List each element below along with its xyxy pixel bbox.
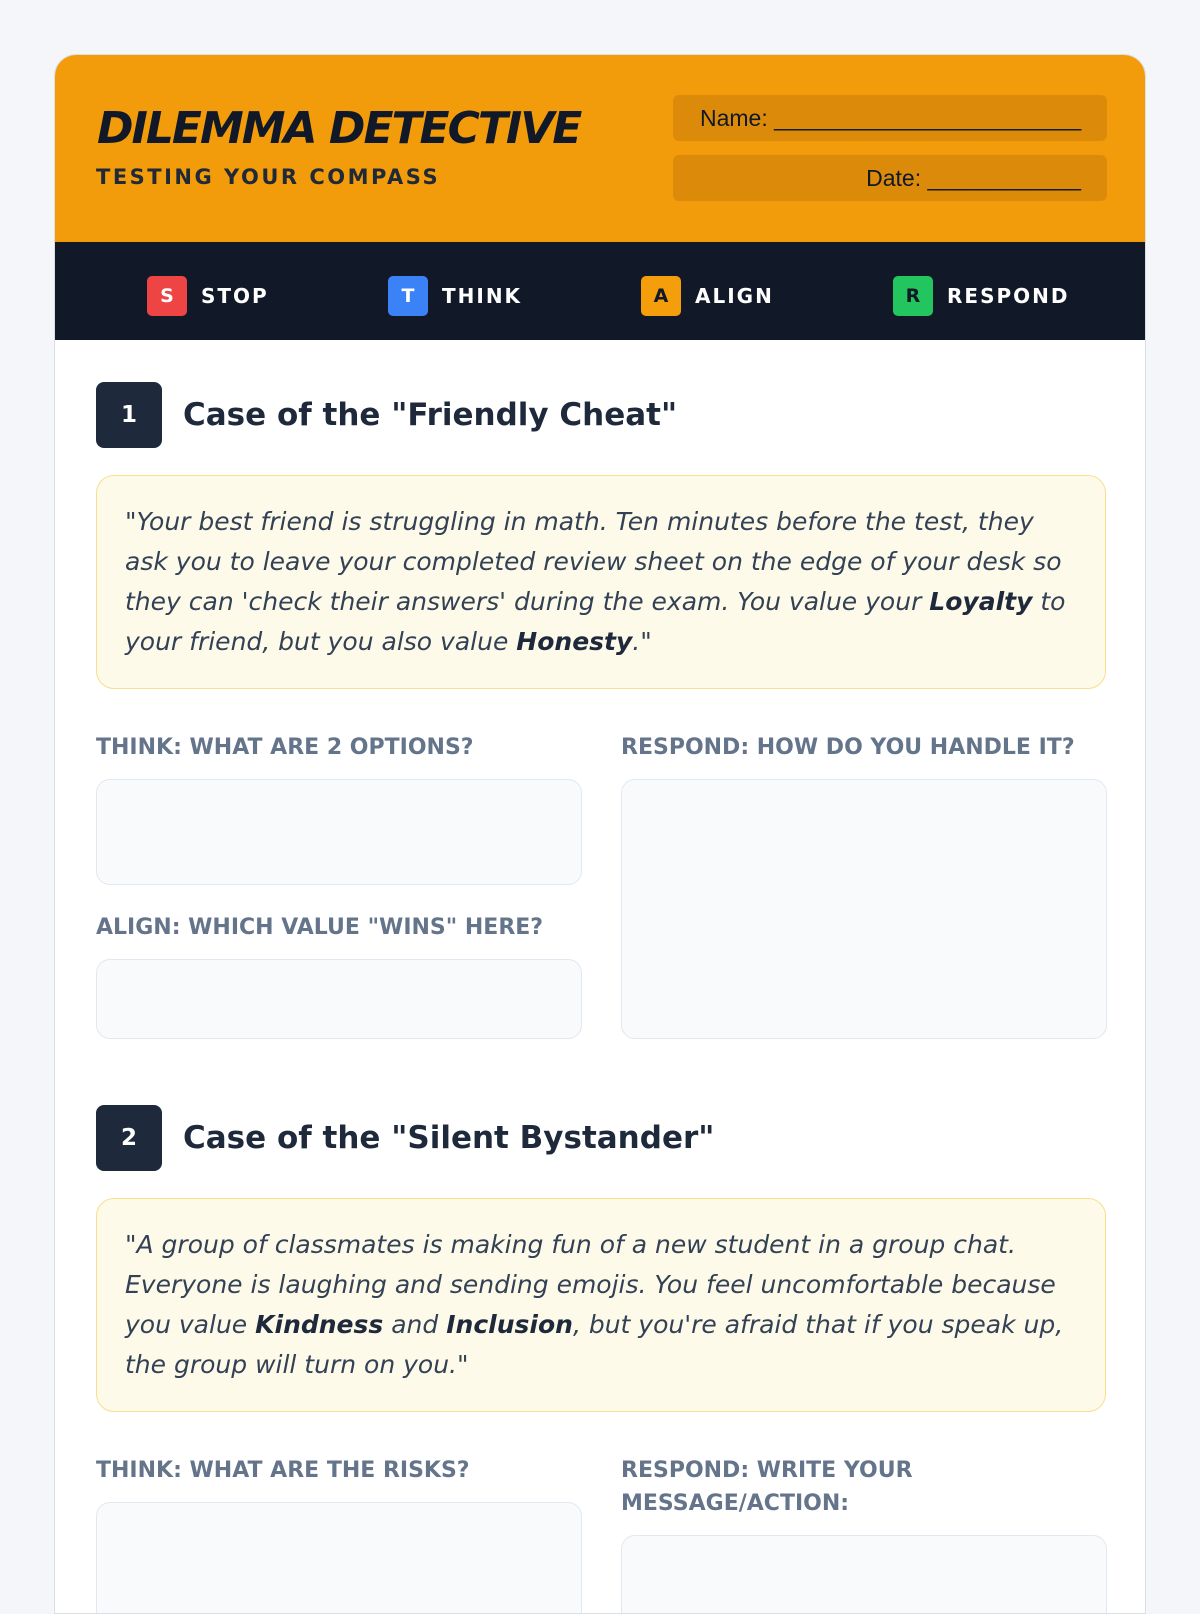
scenario-text: "A group of classmates is making fun of a new student in a group chat. Everyone is laughing and sending emojis. You feel uncomfortable because you value — [125, 1230, 1056, 1339]
scenario-text: , but you're afraid that if you speak up, the group will turn on you." — [125, 1310, 1064, 1379]
case-2-think-answer-box[interactable] — [96, 1502, 582, 1614]
scenario-text: to your friend, but you also value — [125, 587, 1066, 656]
case-1-number: 1 — [96, 382, 162, 448]
case-1-heading — [96, 382, 677, 448]
case-1-title: Case of the "Friendly Cheat" — [183, 397, 678, 433]
case-1-scenario — [96, 475, 1106, 689]
worksheet — [54, 54, 1146, 1614]
worksheet-subtitle: TESTING YOUR COMPASS — [96, 165, 441, 189]
case-2-think-label: THINK: WHAT ARE THE RISKS? — [96, 1458, 470, 1483]
case-1-think-answer-box[interactable] — [96, 779, 582, 885]
step-respond-label: RESPOND — [947, 284, 1070, 308]
case-1-respond-answer-box[interactable] — [621, 779, 1107, 1039]
worksheet-header — [55, 55, 1145, 242]
step-think-badge: T — [388, 276, 428, 316]
case-1-think-label: THINK: WHAT ARE 2 OPTIONS? — [96, 735, 474, 760]
name-field[interactable]: Name: ________________________ — [673, 95, 1107, 141]
case-2-scenario — [96, 1198, 1106, 1412]
worksheet-title: DILEMMA DETECTIVE — [97, 103, 581, 154]
step-stop — [147, 276, 269, 316]
step-align-badge: A — [641, 276, 681, 316]
step-align-label: ALIGN — [695, 284, 774, 308]
case-1-align-label: ALIGN: WHICH VALUE "WINS" HERE? — [96, 915, 544, 940]
value-kindness: Kindness — [255, 1310, 384, 1339]
value-inclusion: Inclusion — [446, 1310, 573, 1339]
value-honesty: Honesty — [516, 627, 633, 656]
start-steps-bar — [55, 242, 1145, 340]
case-1-align-answer-box[interactable] — [96, 959, 582, 1039]
step-stop-label: STOP — [201, 284, 269, 308]
scenario-text: "Your best friend is struggling in math. Ten minutes before the test, they ask you to leave your completed review sheet on the edge of your desk so they can 'check their answers' during the exam. You value your — [125, 507, 1062, 616]
step-think-label: THINK — [442, 284, 523, 308]
case-2-heading — [96, 1105, 714, 1171]
case-1-respond-label: RESPOND: HOW DO YOU HANDLE IT? — [621, 735, 1075, 760]
step-think — [388, 276, 522, 316]
step-respond — [893, 276, 1069, 316]
case-2-respond-answer-box[interactable] — [621, 1535, 1107, 1614]
case-2-title: Case of the "Silent Bystander" — [183, 1120, 715, 1156]
step-stop-badge: S — [147, 276, 187, 316]
scenario-text: and — [383, 1310, 447, 1339]
date-field[interactable]: Date: ____________ — [673, 155, 1107, 201]
case-2-number: 2 — [96, 1105, 162, 1171]
step-respond-badge: R — [893, 276, 933, 316]
scenario-text: ." — [632, 627, 652, 656]
value-loyalty: Loyalty — [929, 587, 1033, 616]
step-align — [641, 276, 774, 316]
case-2-respond-label: RESPOND: WRITE YOUR MESSAGE/ACTION: — [621, 1458, 913, 1516]
